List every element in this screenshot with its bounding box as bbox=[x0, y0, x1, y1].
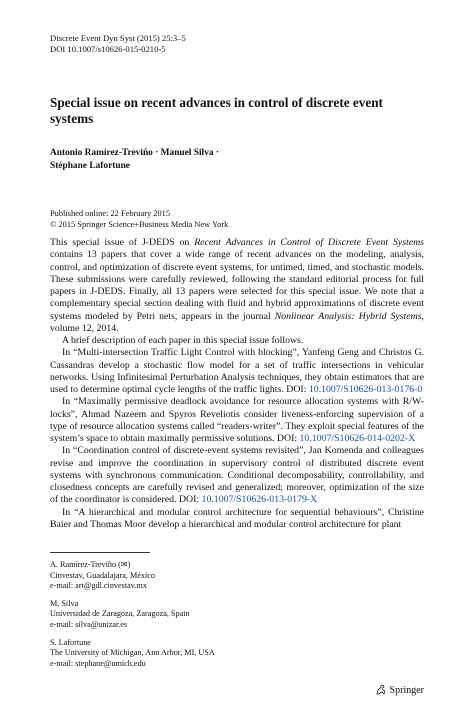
paragraph-paper-1: In “Multi-intersection Traffic Light Control with blocking”, Yanfeng Geng and Christos G. Cassandras develop a stochastic flow model for a set of traffic intersections in vehicular networks. Using Infinitesimal Perturbation Analysis techniques, they obtain estimators that are used to determine optimal cycle lengths of the traffic lights. DOI: 10.1007/S10626-013-0176-0 bbox=[50, 347, 424, 395]
authors-line-2: Stéphane Lafortune bbox=[50, 160, 130, 171]
journal-name: Nonlinear Analysis: Hybrid Systems bbox=[274, 310, 422, 322]
envelope-icon: ✉ bbox=[120, 560, 128, 569]
affiliation-ramirez: A. Ramírez-Treviño (✉) Cinvestav, Guadalajara, México e-mail: art@gdl.cinvestav.mx bbox=[50, 560, 215, 592]
paragraph-paper-2: In “Maximally permissive deadlock avoidance for resource allocation systems with R/W-locks”, Ahmad Nazeem and Spyros Reveliotis consider liveness-enforcing supervision of a type of resource allocation systems called “readers-writer”. They exploit special features of the system’s space to obtain maximally permissive solutions. DOI: 10.1007/S10626-014-0202-X bbox=[50, 396, 424, 444]
author-list bbox=[50, 147, 424, 172]
affiliation-lafortune bbox=[50, 638, 215, 670]
article-title: Special issue on recent advances in control of discrete event systems bbox=[50, 95, 383, 126]
publisher-logo bbox=[375, 684, 424, 696]
affiliation-org: Universidad de Zaragoza, Zaragoza, Spain bbox=[50, 609, 190, 619]
author-email[interactable]: e-mail: art@gdl.cinvestav.mx bbox=[50, 581, 147, 591]
author-name: A. Ramírez-Treviño ( bbox=[50, 560, 121, 569]
paragraph-intro: This special issue of J-DEDS on Recent Advances in Control of Discrete Event Systems contains 13 papers that cover a wide range of recent advances on the modeling, analysis, control, and optimization of discrete event systems, for untimed, timed, and stochastic models. These submissions were carefully reviewed, following the standard editorial process for full papers in J-DEDS. Finally, all 13 papers were selected for this special issue. We note that a complementary special section dealing with fluid and hybrid approximations of discrete event systems modeled by Petri nets, appears in the journal Nonlinear Analysis: Hybrid Systems, volume 12, 2014. bbox=[50, 237, 424, 334]
copyright-notice: © 2015 Springer Science+Business Media New York bbox=[50, 219, 229, 229]
published-date: Published online: 22 February 2015 bbox=[50, 209, 171, 218]
journal-citation: Discrete Event Dyn Syst (2015) 25:3–5 bbox=[50, 33, 186, 43]
footnote-divider bbox=[50, 552, 150, 553]
springer-horse-icon bbox=[375, 684, 387, 696]
journal-header bbox=[50, 33, 186, 55]
paragraph-overview: A brief description of each paper in this special issue follows. bbox=[62, 335, 304, 346]
affiliations bbox=[50, 560, 215, 676]
author-email[interactable]: e-mail: stephane@umich.edu bbox=[50, 658, 146, 668]
doi-link[interactable]: 10.1007/S10626-013-0176-0 bbox=[308, 384, 423, 395]
doi-link[interactable]: 10.1007/S10626-014-0202-X bbox=[299, 433, 416, 444]
author-name: S. Lafortune bbox=[50, 637, 91, 647]
author-email[interactable]: e-mail: silva@unizar.es bbox=[50, 619, 128, 629]
paragraph-paper-3: In “Coordination control of discrete-event systems revisited”, Jan Komenda and colleagues revise and improve the coordination in supervisory control of distributed discrete event systems with synchronous communication. Conditional decomposability, controllability, and closedness concepts are carefully revised and generalized; moreover, optimization of the size of the coordinator is considered. DOI: 10.1007/S10626-013-0179-X bbox=[50, 445, 424, 506]
affiliation-silva bbox=[50, 599, 215, 631]
special-issue-name: Recent Advances in Control of Discrete Event Systems bbox=[194, 237, 424, 248]
affiliation-org: The University of Michigan, Ann Arbor, MI, USA bbox=[50, 648, 215, 658]
journal-doi: DOI 10.1007/s10626-015-0210-5 bbox=[50, 44, 166, 54]
affiliation-org: Cinvestav, Guadalajara, México bbox=[50, 570, 155, 580]
author-name: M. Silva bbox=[50, 598, 79, 608]
publisher-name: Springer bbox=[389, 684, 424, 696]
authors-line-1: Antonio Ramírez-Treviño · Manuel Silva · bbox=[50, 148, 220, 158]
publication-info bbox=[50, 209, 228, 230]
doi-link[interactable]: 10.1007/S10626-013-0179-X bbox=[201, 494, 318, 506]
paragraph-paper-4: In “A hierarchical and modular control architecture for sequential behaviours”, Christine Baier and Thomas Moor develop a hierarchical and modular control architecture for plant bbox=[50, 506, 424, 530]
article-body bbox=[50, 237, 424, 531]
